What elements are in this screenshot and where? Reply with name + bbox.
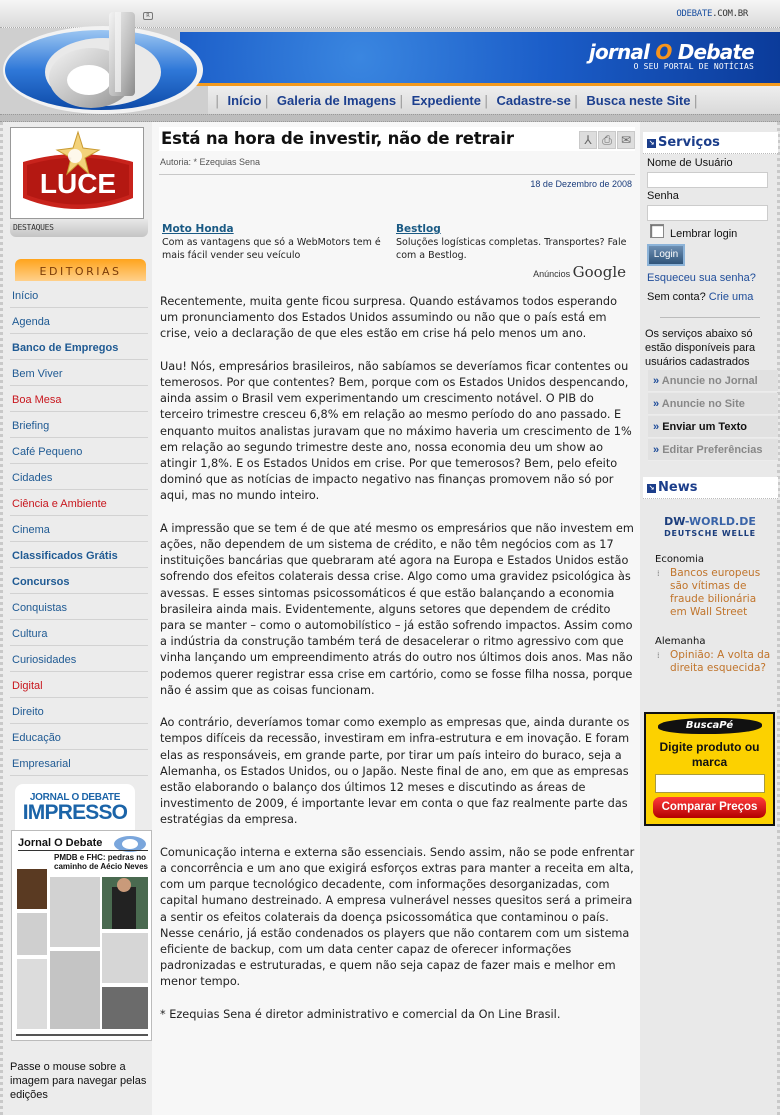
article-main [152,122,640,1115]
divider [660,317,760,318]
article-footnote: * Ezequias Sena é diretor administrativo e comercial da On Line Brasil. [160,1007,561,1021]
ads-by-label: Anúncios [533,269,571,279]
username-input[interactable] [647,172,768,188]
editoria-item [10,438,148,464]
printed-edition-thumbnail[interactable] [11,830,152,1041]
news-category: Economia [655,554,705,565]
editorias-header: EDITORIAS [15,259,146,281]
ad-text: Soluções logísticas completas. Transportes? Fale com a Bestlog. [396,237,627,261]
right-sidebar [640,122,780,1115]
article-paragraph: Uau! Nós, empresários brasileiros, não sabíamos se deveríamos ficar contentes ou temerosos. Por que contentes? Bem, porque com os Estados Unidos despencando, ainda assim o Brasil vem experimentando um crescimento notável. O PIB do terceiro trimestre cresceu 6,8% em relação ao mesmo período do ano passado. E enquanto muitos analistas juravam que no máximo haveria um crescimento de 1% em relação ao segundo trimestre deste ano, nossa economia deu um show ao atingir 1,8%. E os Estados Unidos em crise. Por que temerosos? Bem, pelo efeito dominó que as notícias de impacto negativo nas finanças promovem não só por aqui, mas no mundo inteiro. [160,359,632,503]
editoria-link[interactable]: Empresarial [12,758,71,770]
editoria-link[interactable]: Classificados Grátis [12,550,118,562]
luce-text: LUCE [39,168,117,199]
nav-busca[interactable]: Busca neste Site [586,93,691,108]
nav-separator: | [573,94,579,109]
brand-logo-text [589,40,754,71]
article-date: 18 de Dezembro de 2008 [530,179,632,189]
news-category: Alemanha [655,636,706,647]
no-account-text [647,291,753,303]
password-input[interactable] [647,205,768,221]
article-body [160,294,637,1039]
article-paragraph: Comunicação interna e externa são essenciais. Sendo assim, não se pode enfrentar a concorrência e um ano que exigirá esforços extras para manter a receita em alta, com um parque tecnológico decadente, com informações desorganizadas, com capital humano destreinado. A empresa vulnerável nesses quesitos será a primeira a sentir os efeitos colaterais da doença psicossomática que contaminou o país. Nesse cenário, já estão condenados os players que não contarem com um sistema eficiente de backup, com um data center capaz de oferecer informações padronizadas e estruturadas, e quem não seja capaz de fazer mais e melhor em menor tempo. [160,845,635,989]
editoria-item [10,542,148,568]
editoria-item [10,750,148,776]
editoria-item [10,360,148,386]
news-header [643,477,778,499]
divider [159,174,635,175]
brand-tagline: O SEU PORTAL DE NOTÍCIAS [633,62,754,71]
editoria-link[interactable]: Boa Mesa [12,394,62,406]
editoria-item [10,672,148,698]
nav-separator: | [264,94,269,109]
site-domain-link[interactable] [676,9,748,19]
compare-prices-button[interactable]: Comparar Preços [653,797,766,818]
services-note: Os serviços abaixo só estão disponíveis para usuários cadastrados [645,328,756,368]
forgot-password-link[interactable]: Esqueceu sua senha? [647,272,756,284]
editoria-item [10,282,148,308]
password-label: Senha [647,190,679,202]
service-anuncie-site[interactable] [648,393,778,415]
arrow-box-icon: ↘ [648,484,655,492]
editoria-link[interactable]: Banco de Empregos [12,342,119,354]
header-divider [0,114,780,122]
article-paragraph: A impressão que se tem é de que até mesmo os empresários que não investem em ações, não dependem de um sistema de crédito, e não têm negócios com as 17 instituições bancárias que quebraram até agora na Europa e Estados Unidos estão sofrendo dos efeitos colaterais dessa crise. Algo como uma gravidez psicológica às avessas. E esses sintomas psicossomáticos é que estão balançando a economia brasileira ainda mais. Evidentemente, alguns setores que dependem de crédito para se manter – como o automobilístico – já estão sofrendo impactos. Assim como a indústria da construção também terá de desacelerar o ritmo agressivo com que vinha lançando um empreendimento atrás do outro nos últimos dois anos. Mas não podemos querer registrar essa crise em cartório, como se fosse filha nossa, porque não é assim que as coisas funcionam. [160,521,634,697]
pdf-icon[interactable]: ⅄ [579,131,597,149]
editoria-link[interactable]: Digital [12,680,43,692]
site-logo-icon[interactable] [3,8,207,116]
editoria-link[interactable]: Ciência e Ambiente [12,498,107,510]
ad-text: Com as vantagens que só a WebMotors tem é mais fácil vender seu veículo [162,237,381,261]
news-headline: Opinião: A volta da direita esquecida? [670,649,771,674]
editoria-link[interactable]: Cidades [12,472,53,484]
chevron-icon: » [653,444,660,456]
nav-separator: | [484,94,489,109]
brand-name-o: O [655,40,672,64]
editoria-item [10,594,148,620]
nav-galeria[interactable]: Galeria de Imagens [276,93,397,108]
buscape-widget [644,712,775,826]
dw-domain: -WORLD.DE [684,515,756,528]
editoria-item [10,490,148,516]
editoria-link[interactable]: Conquistas [12,602,68,614]
news-title: News [658,480,698,495]
dw-world-logo[interactable] [640,515,780,538]
editoria-item [10,620,148,646]
site-header [0,0,780,118]
service-anuncie-jornal[interactable] [648,370,778,392]
editoria-link[interactable]: Cultura [12,628,48,640]
editoria-link[interactable]: Agenda [12,316,50,328]
nav-separator: | [215,94,220,109]
destaques-tab[interactable] [10,219,148,237]
luce-logo-icon [11,128,144,219]
google-ad [162,223,394,262]
editoria-link[interactable]: Café Pequeno [12,446,83,458]
dw-letters: DW [664,515,685,528]
editoria-item [10,698,148,724]
article-title-bar [159,127,635,151]
ad-link[interactable]: Moto Honda [162,223,234,235]
tree-bullet-icon: ⁞ [657,651,660,660]
create-account-link[interactable]: Crie uma [708,291,754,303]
editoria-item [10,516,148,542]
paper-hint-text: Passe o mouse sobre a imagem para navegar pelas edições [10,1061,147,1101]
ad-link[interactable]: Bestlog [396,223,441,235]
editoria-item [10,334,148,360]
editorias-menu [10,282,148,776]
destaques-label: DESTAQUES [13,223,54,232]
editoria-item [10,386,148,412]
editoria-item [10,308,148,334]
luce-ad-banner[interactable] [10,127,144,219]
username-label: Nome de Usuário [647,157,733,169]
news-link[interactable] [657,567,772,619]
left-sidebar [0,122,152,1115]
paper-headline: PMDB e FHC: pedras no caminho de Aécio Neves [54,853,148,871]
services-header [643,132,778,154]
news-link[interactable] [657,649,772,675]
editoria-link[interactable]: Bem Viver [12,368,63,380]
service-label: Editar Preferências [662,444,763,456]
editoria-link[interactable]: Direito [12,706,44,718]
brand-name [589,40,754,64]
editoria-item [10,724,148,750]
brand-name-post: Debate [677,40,754,64]
tree-bullet-icon: ⁞ [657,569,660,578]
chevron-icon: » [653,375,660,387]
service-label: Anuncie no Site [661,398,745,410]
editoria-item [10,568,148,594]
registered-mark-icon: R [143,12,153,20]
dw-subtitle: DEUTSCHE WELLE [664,529,756,538]
buscape-search-input[interactable] [655,774,765,793]
editoria-item [10,646,148,672]
services-title: Serviços [658,135,720,150]
service-editar-preferencias[interactable] [648,439,778,461]
impresso-line1: JORNAL O DEBATE [29,792,121,803]
nav-separator: | [693,94,698,109]
paper-title: Jornal O Debate [18,837,103,849]
service-label: Enviar um Texto [662,421,747,433]
google-logo: Google [572,263,626,281]
editoria-link[interactable]: Educação [12,732,61,744]
article-paragraph: Ao contrário, deveríamos tomar como exemplo as empresas que, ainda durante os tempos difíceis da recessão, investiram em infra-estrutura e em inovação. E foram elas as responsáveis, em grande parte, por tirar um país inteiro do buraco, seja a Alemanha, os Estados Unidos, ou o Japão. Neste final de ano, em que as empresas estão elaborando o balanço dos últimos 12 meses e discutindo as áreas de investimento de 2009, é importante levar em conta o que faz realmente parte das estratégias da empresa. [160,716,630,827]
chevron-icon: » [653,421,660,433]
nav-expediente[interactable]: Expediente [411,93,481,108]
email-icon[interactable]: ✉ [617,131,635,149]
chevron-icon: » [653,398,660,410]
print-icon[interactable]: ⎙ [598,131,616,149]
editoria-link[interactable]: Briefing [12,420,50,432]
remember-checkbox[interactable] [650,224,664,238]
brand-name-pre: jornal [588,40,650,64]
article-title: Está na hora de investir, não de retrair [161,129,514,148]
article-author: Autoria: * Ezequias Sena [160,157,261,167]
arrow-box-icon: ↘ [648,139,655,147]
editoria-link[interactable]: Início [12,290,39,302]
service-enviar-texto[interactable] [648,416,778,438]
news-headline: Bancos europeus são vítimas de fraude bilionária em Wall Street [670,567,761,618]
no-account-label: Sem conta? [647,291,706,303]
buscape-prompt: Digite produto ou marca [659,740,760,769]
google-ad [396,223,628,262]
main-nav [208,86,780,114]
nav-separator: | [399,94,404,109]
domain-suffix: .COM.BR [712,9,748,19]
impresso-line2: IMPRESSO [22,801,128,824]
editoria-item [10,412,148,438]
article-paragraph: Recentemente, muita gente ficou surpresa. Quando estávamos todos esperando um pronunciamento dos Estados Unidos assumindo ou não que o país está em crise, veio a declaração de que eles estão em crise há pelo menos um ano. [160,295,618,341]
domain-prefix: ODEBATE [676,9,713,19]
ads-by-google[interactable] [533,263,626,281]
impresso-header [15,784,135,832]
nav-inicio[interactable]: Início [227,93,262,108]
editoria-link[interactable]: Curiosidades [12,654,77,666]
editoria-link[interactable]: Cinema [12,524,50,536]
login-button[interactable]: Login [647,244,685,266]
editoria-link[interactable]: Concursos [12,576,70,588]
editoria-item [10,464,148,490]
remember-label: Lembrar login [670,228,738,240]
service-label: Anuncie no Jornal [661,375,758,387]
buscape-logo[interactable]: BuscaPé [658,718,762,734]
nav-cadastre[interactable]: Cadastre-se [496,93,571,108]
